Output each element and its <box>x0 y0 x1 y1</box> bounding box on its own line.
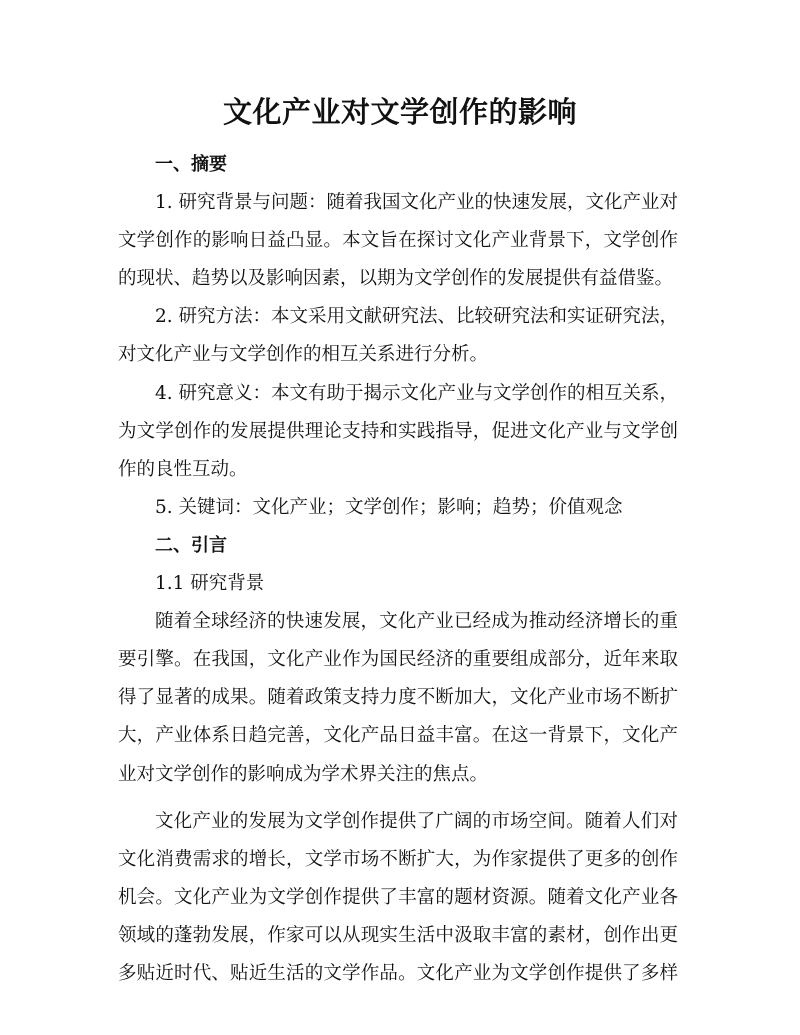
section-heading-abstract: 一、摘要 <box>155 154 227 175</box>
paragraph-2-line: 文化产业的发展为文学创作提供了广阔的市场空间。随着人们对 <box>155 810 678 832</box>
paragraph-1-line: 随着全球经济的快速发展，文化产业已经成为推动经济增长的重 <box>155 611 678 633</box>
abstract-item-1-line: 文学创作的影响日益凸显。本文旨在探讨文化产业背景下，文学创作 <box>118 230 678 252</box>
abstract-item-4-line: 为文学创作的发展提供理论支持和实践指导，促进文化产业与文学创 <box>118 420 678 442</box>
paragraph-2-line: 文化消费需求的增长，文学市场不断扩大，为作家提供了更多的创作 <box>118 848 678 870</box>
paragraph-1-line: 业对文学创作的影响成为学术界关注的焦点。 <box>118 763 489 785</box>
abstract-item-4-line: 作的良性互动。 <box>118 458 248 480</box>
document-title: 文化产业对文学创作的影响 <box>222 95 577 129</box>
abstract-item-1-line: 1. 研究背景与问题：随着我国文化产业的快速发展，文化产业对 <box>155 192 679 214</box>
paragraph-1-line: 大，产业体系日趋完善，文化产品日益丰富。在这一背景下，文化产 <box>118 725 678 747</box>
section-heading-introduction: 二、引言 <box>155 534 227 556</box>
document-body <box>118 146 678 993</box>
paragraph-1-line: 得了显著的成果。随着政策支持力度不断加大，文化产业市场不断扩 <box>118 687 678 709</box>
paragraph-2-line: 机会。文化产业为文学创作提供了丰富的题材资源。随着文化产业各 <box>118 886 678 908</box>
paragraph-2-line: 领域的蓬勃发展，作家可以从现实生活中汲取丰富的素材，创作出更 <box>118 924 678 946</box>
paragraph-spacer <box>118 794 678 803</box>
abstract-item-2-line: 2. 研究方法：本文采用文献研究法、比较研究法和实证研究法， <box>155 306 679 328</box>
abstract-item-1-line: 的现状、趋势以及影响因素，以期为文学创作的发展提供有益借鉴。 <box>118 268 674 290</box>
subsection-heading-background: 1.1 研究背景 <box>155 573 265 595</box>
abstract-item-4-line: 4. 研究意义：本文有助于揭示文化产业与文学创作的相互关系， <box>155 382 679 404</box>
paragraph-2-line: 多贴近时代、贴近生活的文学作品。文化产业为文学创作提供了多样 <box>118 962 678 984</box>
abstract-item-2-line: 对文化产业与文学创作的相互关系进行分析。 <box>118 344 489 366</box>
paragraph-1-line: 要引擎。在我国，文化产业作为国民经济的重要组成部分，近年来取 <box>118 649 678 671</box>
abstract-keywords: 5. 关键词：文化产业；文学创作；影响；趋势；价值观念 <box>155 496 623 518</box>
